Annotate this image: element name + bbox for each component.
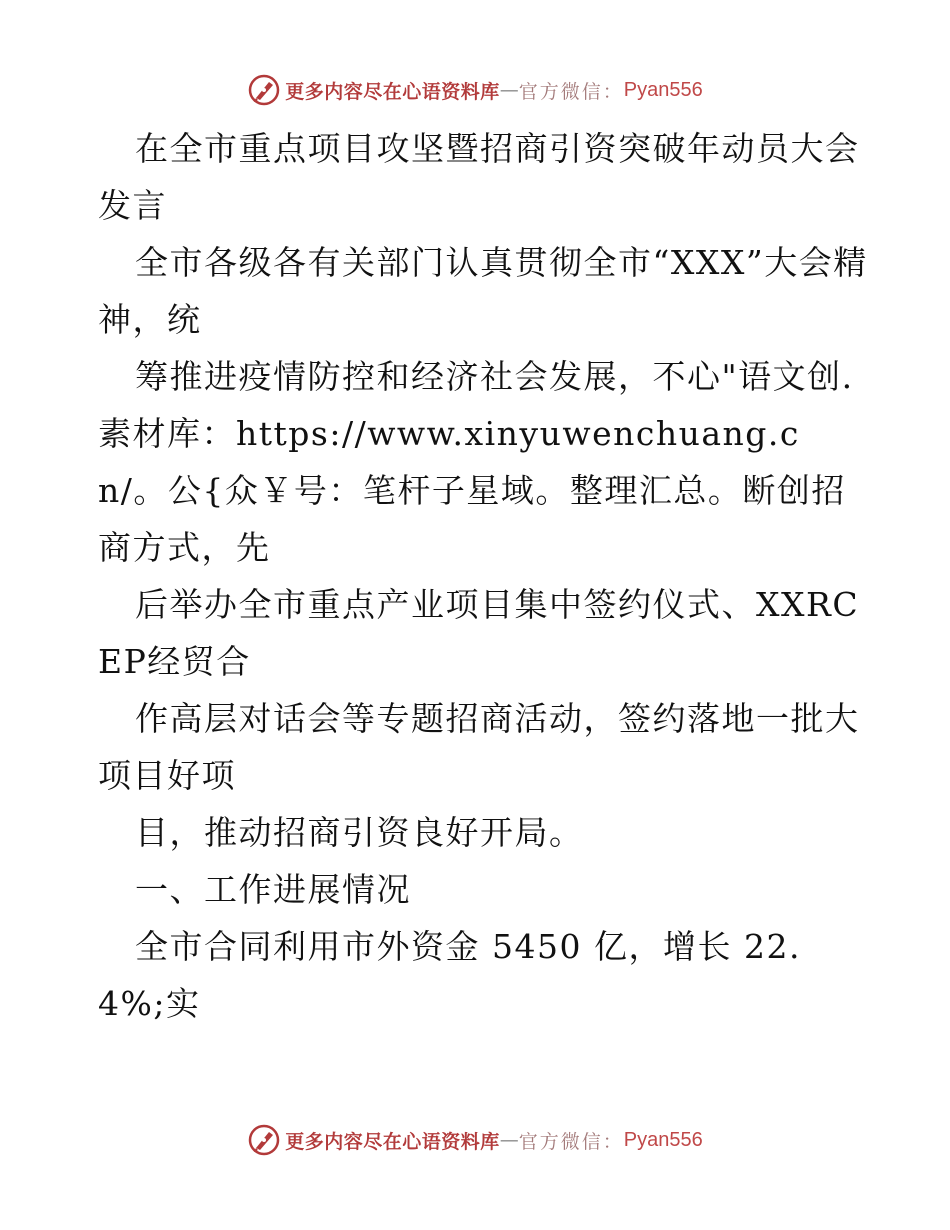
document-paragraph: 全市各级各有关部门认真贯彻全市“XXX”大会精神，统 <box>98 243 868 339</box>
document-paragraph: 作高层对话会等专题招商活动，签约落地一批大项目好项 <box>98 699 860 795</box>
watermark-label: 更多内容尽在心语资料库 <box>285 80 500 103</box>
document-paragraph: 目，推动招商引资良好开局。 <box>135 813 584 852</box>
section-heading: 一、工作进展情况 <box>135 870 411 909</box>
watermark-wechat-label: 官方微信： <box>518 80 624 103</box>
document-body <box>98 120 868 1032</box>
watermark-handle: Pyan556 <box>623 1128 703 1151</box>
document-paragraph: 全市合同利用市外资金 5450 亿，增长 22.4%;实 <box>98 927 801 1023</box>
footer-watermark <box>0 1120 950 1160</box>
document-paragraph: 后举办全市重点产业项目集中签约仪式、XXRCEP经贸合 <box>98 585 860 681</box>
watermark-dash: — <box>499 79 519 101</box>
watermark-wechat-label: 官方微信： <box>518 1130 624 1153</box>
header-watermark <box>0 70 950 110</box>
watermark-label: 更多内容尽在心语资料库 <box>285 1130 500 1153</box>
document-paragraph: 在全市重点项目攻坚暨招商引资突破年动员大会发言 <box>98 129 860 225</box>
quill-pen-circle-icon <box>247 73 281 107</box>
document-paragraph: 筹推进疫情防控和经济社会发展，不心"语文创.素材库：https://www.xinyuwenchuang.cn/。公{众￥号：笔杆子星域。整理汇总。断创招商方式，先 <box>98 357 854 567</box>
watermark-dash: — <box>499 1129 519 1151</box>
quill-pen-circle-icon <box>247 1123 281 1157</box>
watermark-handle: Pyan556 <box>623 78 703 101</box>
